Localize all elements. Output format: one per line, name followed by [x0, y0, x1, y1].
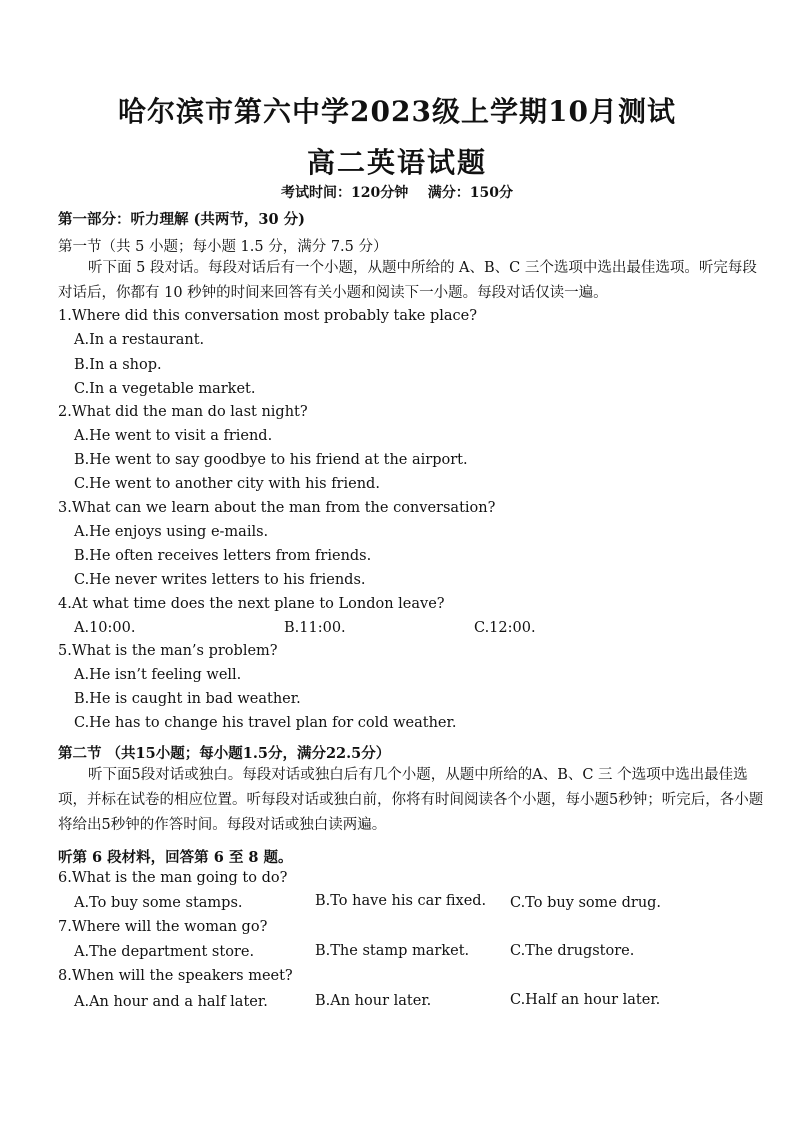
option-b: B.In a shop.: [74, 357, 162, 373]
exam-subtitle: 高二英语试题: [306, 146, 487, 179]
exam-title: 哈尔滨市第六中学2023级上学期10月测试: [118, 95, 676, 128]
option-b: B.11:00.: [284, 620, 346, 636]
option-c: C.He has to change his travel plan for cold weather.: [74, 715, 457, 731]
section2-heading: 第二节 （共15小题；每小题1.5分，满分22.5分）: [58, 745, 391, 762]
question-stem: 3.What can we learn about the man from the conversation?: [58, 500, 496, 516]
option-b: B.He went to say goodbye to his friend at the airport.: [74, 452, 468, 468]
section1-instructions: 听下面 5 段对话。每段对话后有一个小题，从题中所给的 A、B、C 三个选项中选出最佳选项。听完每段对话后，你都有 10 秒钟的时间来回答有关小题和阅读下一小题。每段对话仅读一遍。: [58, 260, 757, 301]
option-c: C.He never writes letters to his friends.: [74, 572, 366, 588]
option-a: A.He isn’t feeling well.: [74, 667, 242, 683]
question-stem: 6.What is the man going to do?: [58, 870, 288, 886]
option-b: B.The stamp market.: [315, 943, 470, 959]
option-c: C.To buy some drug.: [510, 895, 662, 911]
option-a: A.To buy some stamps.: [74, 895, 243, 911]
option-c: C.The drugstore.: [510, 943, 635, 959]
option-c: C.Half an hour later.: [510, 992, 661, 1008]
option-c: C.12:00.: [474, 620, 536, 636]
section2-instructions: 听下面5段对话或独白。每段对话或独白后有几个小题，从题中所给的A、B、C 三 个选项中选出最佳选项，并标在试卷的相应位置。听每段对话或独白前，你将有时间阅读各个小题，每小题5秒钟；听完后，各小题将给出5秒钟的作答时间。每段对话或独白读两遍。: [58, 767, 764, 833]
question-stem: 8.When will the speakers meet?: [58, 968, 293, 984]
option-b: B.He often receives letters from friends.: [74, 548, 372, 564]
option-a: A.In a restaurant.: [74, 332, 205, 348]
option-a: A.10:00.: [74, 620, 136, 636]
option-a: A.He enjoys using e-mails.: [74, 524, 269, 540]
question-stem: 2.What did the man do last night?: [58, 404, 308, 420]
question-stem: 5.What is the man’s problem?: [58, 643, 278, 659]
question-stem: 1.Where did this conversation most probably take place?: [58, 308, 477, 324]
material-note: 听第 6 段材料，回答第 6 至 8 题。: [58, 849, 293, 866]
exam-info: 考试时间：120分钟 满分：150分: [281, 185, 513, 201]
option-c: C.He went to another city with his friend.: [74, 476, 380, 492]
option-c: C.In a vegetable market.: [74, 381, 256, 397]
question-stem: 7.Where will the woman go?: [58, 919, 268, 935]
option-a: A.The department store.: [74, 944, 255, 960]
option-b: B.An hour later.: [315, 993, 432, 1009]
option-b: B.He is caught in bad weather.: [74, 691, 301, 707]
question-stem: 4.At what time does the next plane to London leave?: [58, 596, 445, 612]
section1-heading: 第一节（共 5 小题；每小题 1.5 分，满分 7.5 分）: [58, 239, 388, 255]
option-b: B.To have his car fixed.: [315, 893, 487, 909]
part1-heading: 第一部分：听力理解 (共两节，30 分): [58, 211, 305, 228]
option-a: A.He went to visit a friend.: [74, 428, 273, 444]
option-a: A.An hour and a half later.: [74, 994, 268, 1010]
